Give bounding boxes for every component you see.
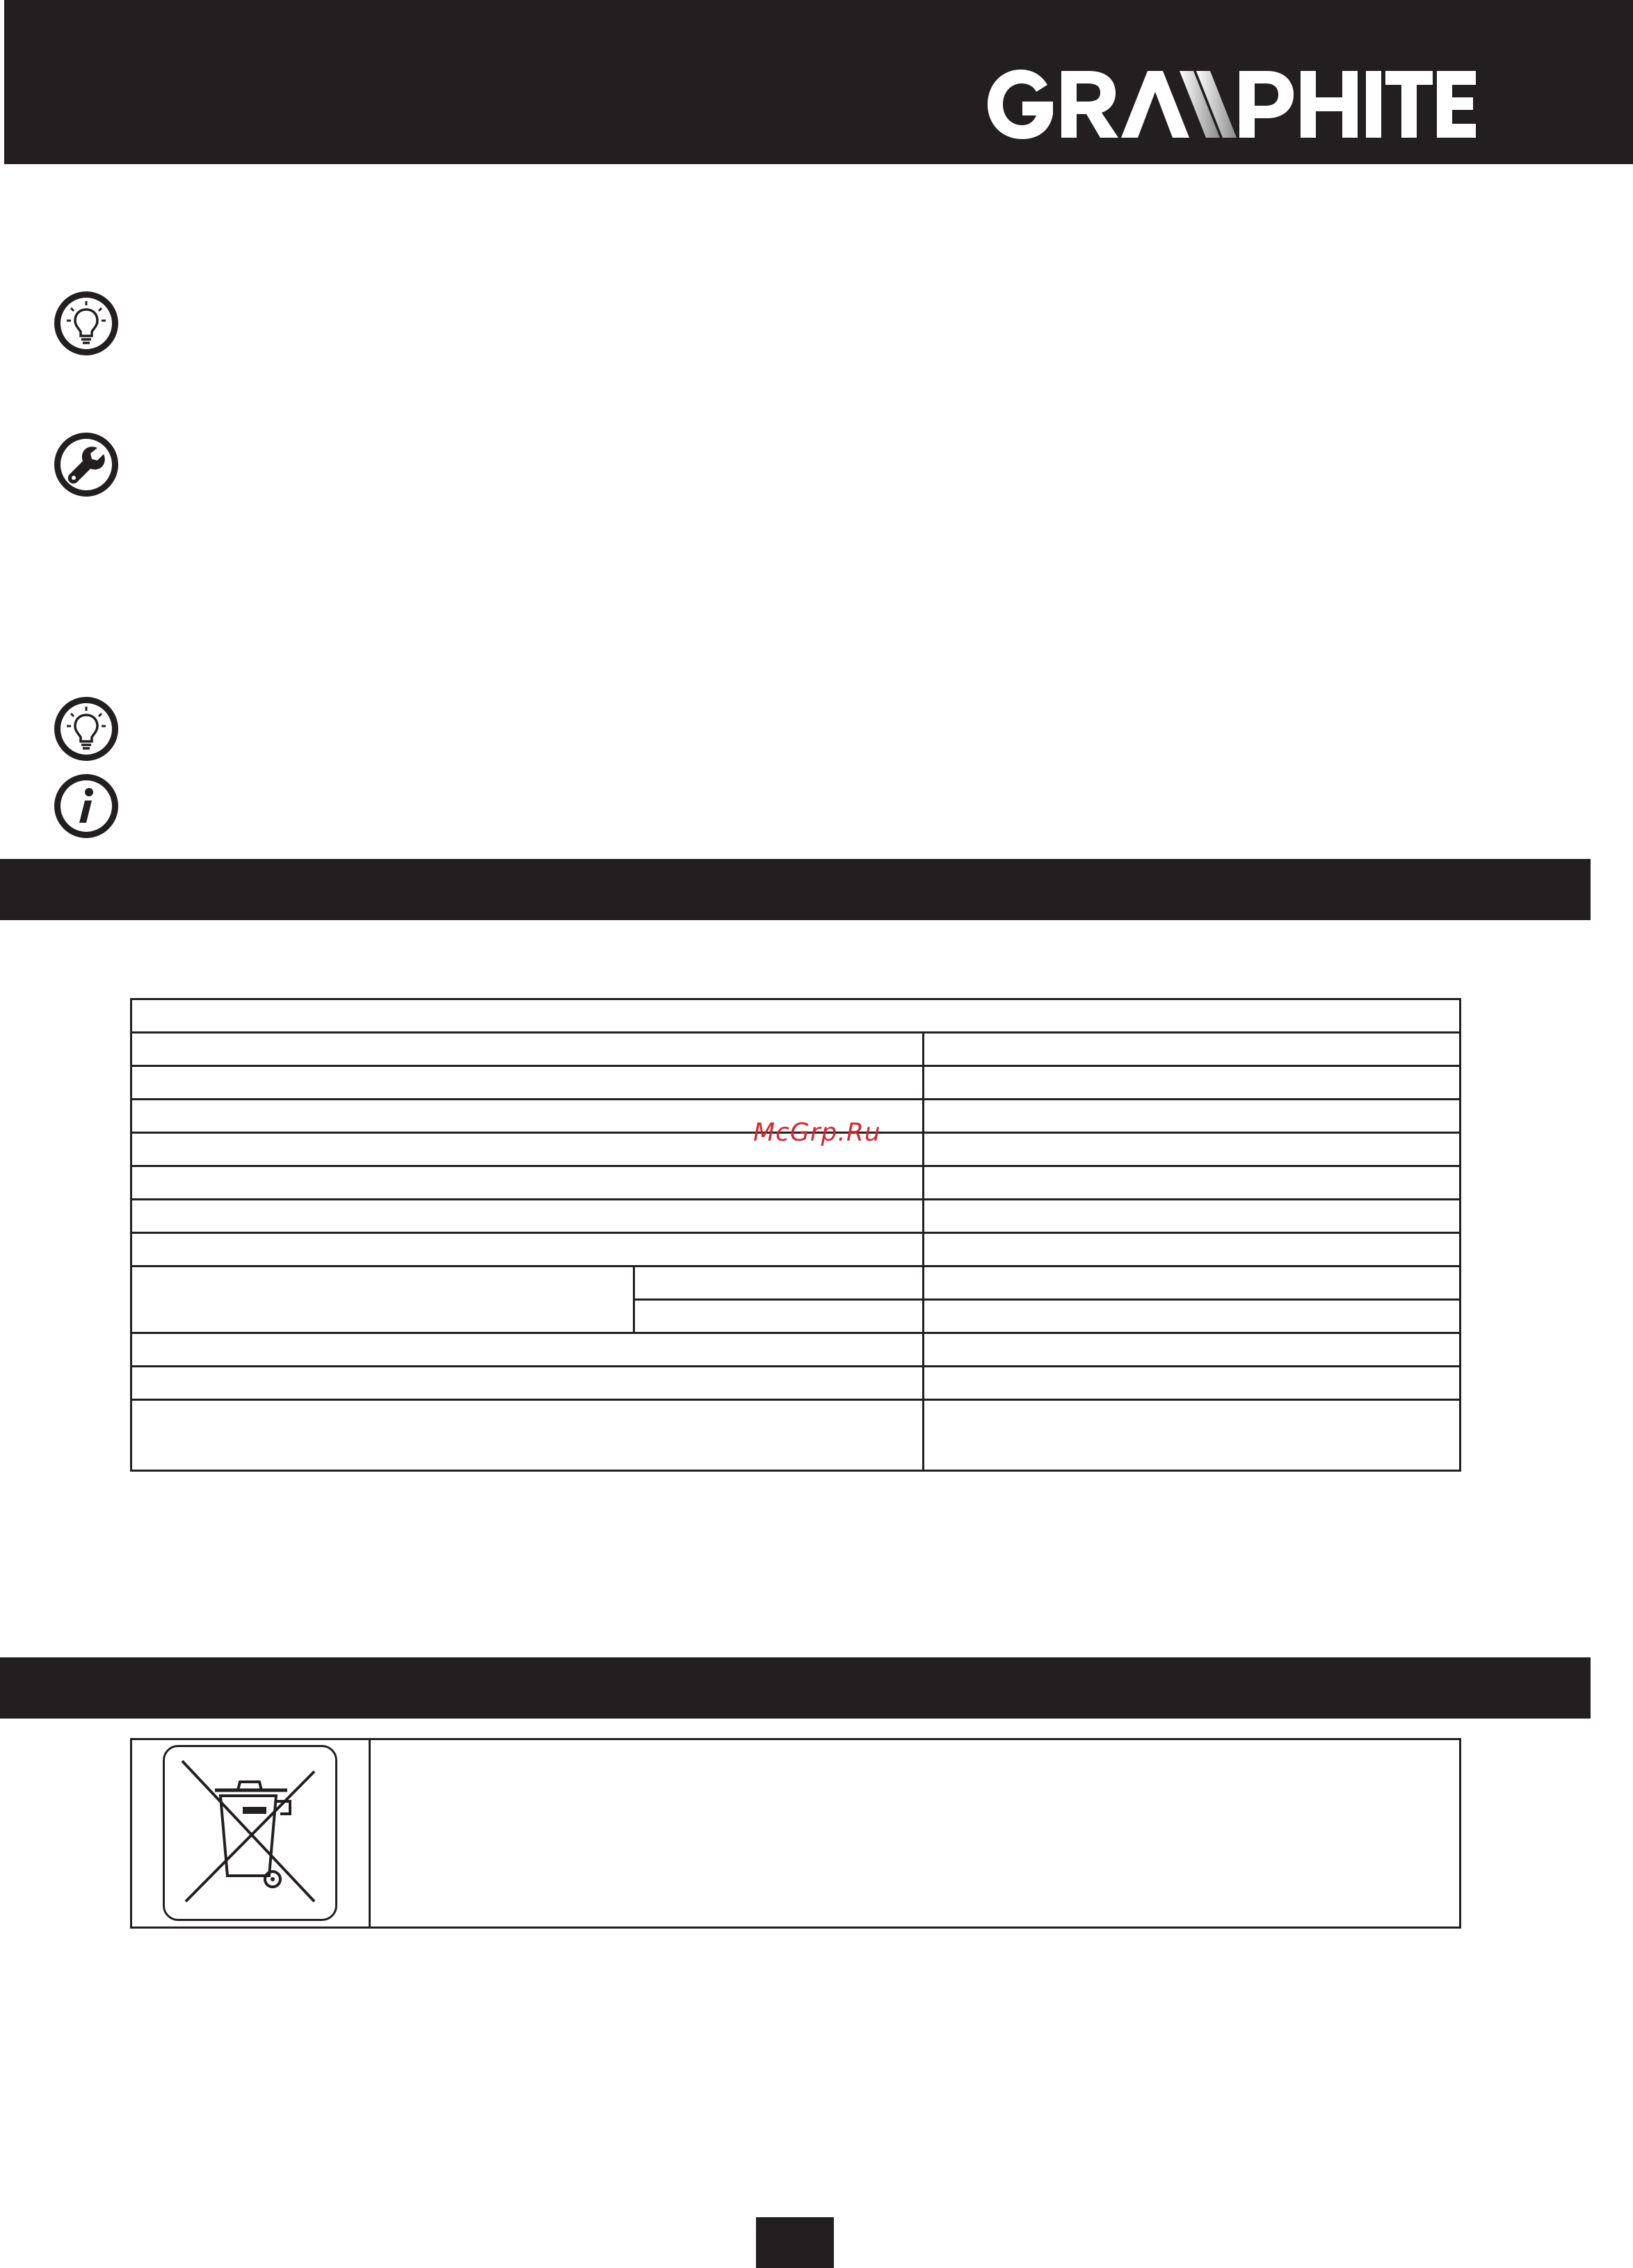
table-row-divider [132,1065,1459,1067]
graphite-logo-mark [983,64,1477,145]
table-row-divider [132,1198,1459,1200]
table-row-divider [132,1399,1459,1401]
table-row-divider [132,1098,1459,1100]
specifications-table [130,998,1461,1472]
table-column-divider [922,1031,924,1470]
section-header-bar [0,1657,1591,1719]
wrench-icon [54,433,118,497]
table-row-divider [132,1165,1459,1167]
page-number-box [756,2217,834,2268]
table-row-divider [132,1332,1459,1334]
lightbulb-icon [54,697,118,761]
table-row-divider [132,1232,1459,1234]
crossed-out-wheelie-bin-icon [163,1745,337,1921]
info-icon [54,774,118,838]
table-row-divider [635,1298,1459,1301]
disposal-table [130,1738,1461,1929]
table-row-divider [132,1031,1459,1034]
table-column-divider [369,1740,371,1927]
watermark: McGrp.Ru [753,1118,881,1147]
lightbulb-icon [54,291,118,355]
section-header-bar [0,859,1591,920]
header-bar [0,0,1633,164]
table-row-divider [132,1365,1459,1367]
table-column-divider [633,1265,635,1332]
graphite-logo [983,64,1477,145]
table-row-divider [132,1265,1459,1267]
